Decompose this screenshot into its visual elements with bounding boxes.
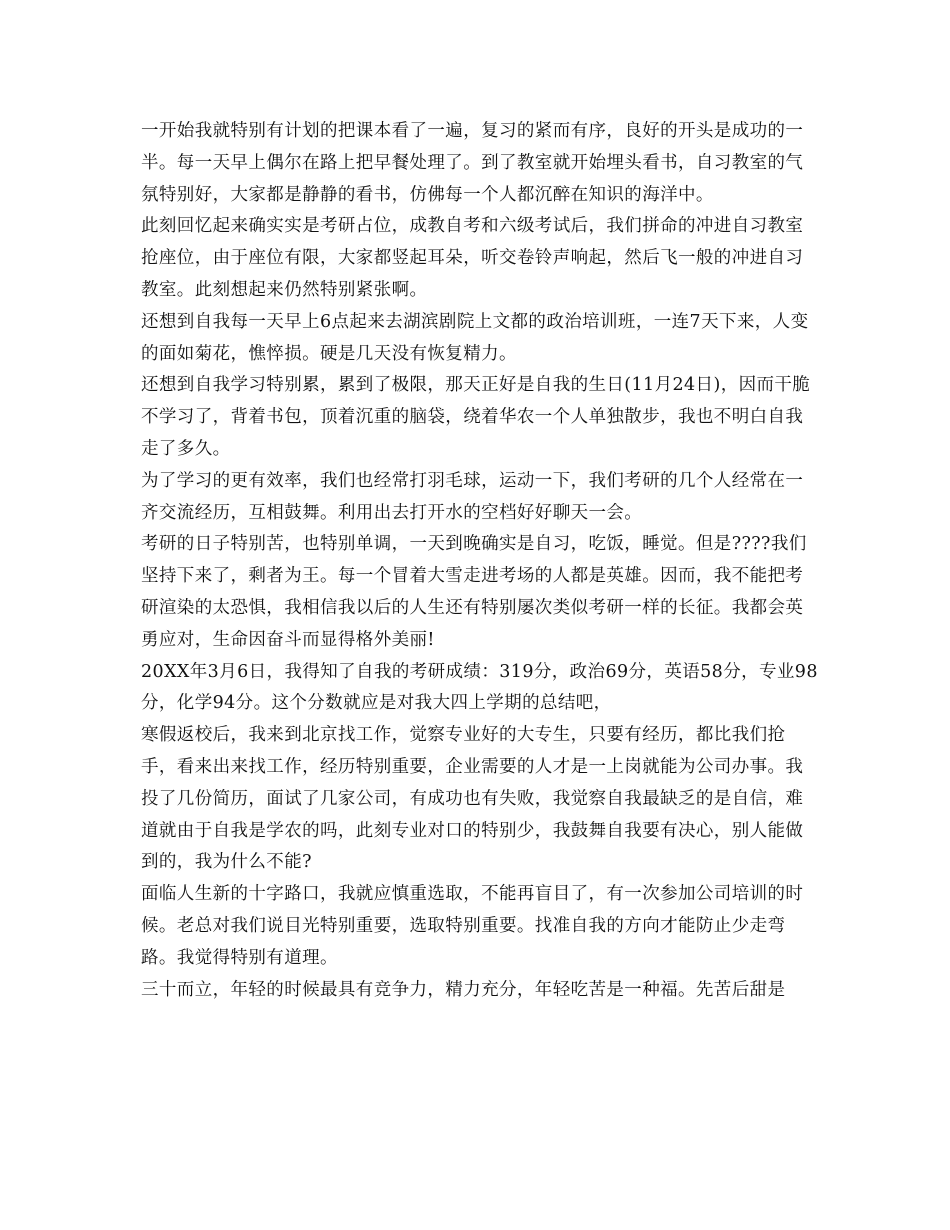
paragraph: 还想到自我学习特别累，累到了极限，那天正好是自我的生日(11月24日)，因而干脆不学习了，背着书包，顶着沉重的脑袋，绕着华农一个人单独散步，我也不明白自我走了多久。 bbox=[141, 375, 811, 459]
document-body bbox=[141, 116, 821, 1006]
paragraph: 此刻回忆起来确实实是考研占位，成教自考和六级考试后，我们拼命的冲进自习教室抢座位，由于座位有限，大家都竖起耳朵，听交卷铃声响起，然后飞一般的冲进自习教室。此刻想起来仍然特别紧张啊。 bbox=[141, 216, 804, 300]
paragraph: 为了学习的更有效率，我们也经常打羽毛球，运动一下，我们考研的几个人经常在一齐交流经历，互相鼓舞。利用出去打开水的空档好好聊天一会。 bbox=[141, 470, 804, 523]
paragraph: 面临人生新的十字路口，我就应慎重选取，不能再盲目了，有一次参加公司培训的时候。老总对我们说目光特别重要，选取特别重要。找准自我的方向才能防止少走弯路。我觉得特别有道理。 bbox=[141, 884, 804, 968]
paragraph: 三十而立，年轻的时候最具有竞争力，精力充分，年轻吃苦是一种福。先苦后甜是 bbox=[141, 979, 786, 1000]
paragraph: 20XX年3月6日，我得知了自我的考研成绩：319分，政治69分，英语58分，专业98分，化学94分。这个分数就应是对我大四上学期的总结吧， bbox=[141, 661, 818, 714]
paragraph: 还想到自我每一天早上6点起来去湖滨剧院上文都的政治培训班，一连7天下来，人变的面如菊花，憔悴损。硬是几天没有恢复精力。 bbox=[141, 311, 809, 364]
paragraph: 寒假返校后，我来到北京找工作，觉察专业好的大专生，只要有经历，都比我们抢手，看来出来找工作，经历特别重要，企业需要的人才是一上岗就能为公司办事。我投了几份简历，面试了几家公司，有成功也有失败，我觉察自我最缺乏的是自信，难道就由于自我是学农的吗，此刻专业对口的特别少，我鼓舞自我要有决心，别人能做到的，我为什么不能? bbox=[141, 725, 804, 873]
paragraph: 考研的日子特别苦，也特别单调，一天到晚确实是自习，吃饭，睡觉。但是????我们坚持下来了，剩者为王。每一个冒着大雪走进考场的人都是英雄。因而，我不能把考研渲染的太恐惧，我相信我以后的人生还有特别屡次类似考研一样的长征。我都会英勇应对，生命因奋斗而显得格外美丽! bbox=[141, 534, 807, 650]
paragraph: 一开始我就特别有计划的把课本看了一遍，复习的紧而有序，良好的开头是成功的一半。每一天早上偶尔在路上把早餐处理了。到了教室就开始埋头看书，自习教室的气氛特别好，大家都是静静的看书，仿佛每一个人都沉醉在知识的海洋中。 bbox=[141, 121, 804, 205]
